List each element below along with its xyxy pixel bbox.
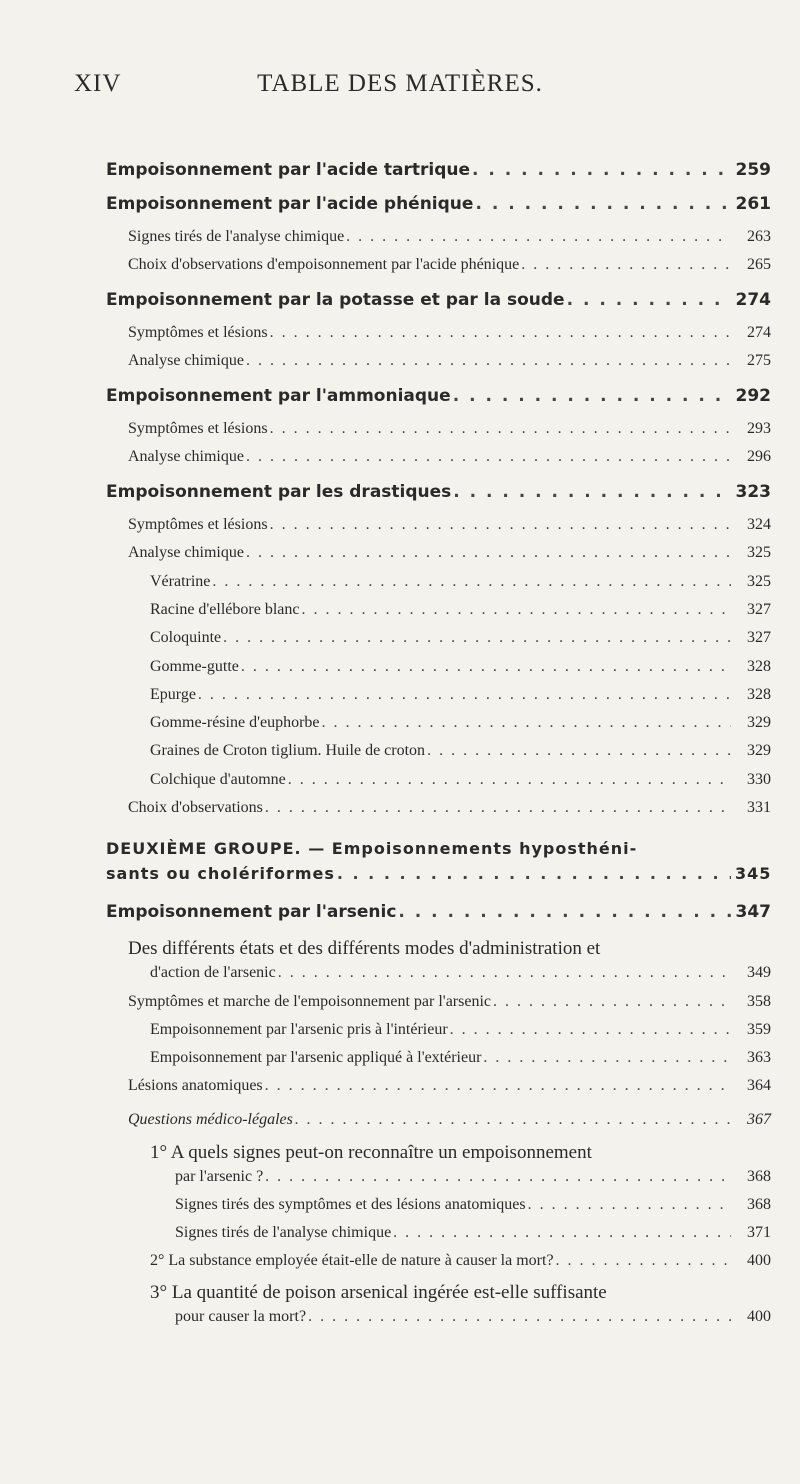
toc-entry-title: Symptômes et lésions [128, 324, 268, 341]
toc-entry-title-line1: DEUXIÈME GROUPE. — Empoisonnements hyposthéni- [106, 839, 638, 858]
toc-entry-title: Graines de Croton tiglium. Huile de croton [150, 742, 426, 759]
toc-entry-title: Analyse chimique [128, 352, 244, 369]
toc-entry-page: 263 [747, 228, 771, 245]
dot-leader [270, 324, 731, 342]
dot-leader [278, 964, 731, 982]
toc-entry-page: 292 [735, 386, 771, 406]
toc-entry-title: Signes tirés de l'analyse chimique [175, 1224, 392, 1241]
toc-entry-title: Gomme-résine d'euphorbe [150, 714, 320, 731]
toc-entry [150, 1252, 771, 1270]
toc-entry-page: 325 [747, 573, 771, 590]
toc-entry-page: 368 [747, 1168, 771, 1185]
dot-leader [198, 686, 731, 704]
dot-leader [346, 228, 731, 246]
toc-entry [128, 1077, 771, 1095]
toc-entry [128, 256, 771, 274]
toc-entry [150, 658, 771, 676]
toc-entry-page: 329 [747, 714, 771, 731]
dot-leader [475, 194, 731, 214]
toc-entry-page: 349 [747, 964, 771, 981]
toc-entry-title: pour causer la mort? [175, 1308, 307, 1325]
toc-entry-title: Symptômes et marche de l'empoisonnement par l'arsenic [128, 993, 491, 1010]
toc-entry-page: 364 [747, 1077, 771, 1094]
toc-entry [150, 964, 771, 982]
toc-entry [150, 742, 771, 760]
toc-entry [150, 629, 771, 647]
toc-entry-title: Choix d'observations [128, 799, 263, 816]
toc-entry [175, 1196, 771, 1214]
toc-entry-title: Empoisonnement par l'arsenic pris à l'intérieur [150, 1021, 448, 1038]
toc-entry-page: 274 [735, 290, 771, 310]
toc-entry-page: 265 [747, 256, 771, 273]
page-header [0, 70, 800, 110]
toc-entry-page: 325 [747, 544, 771, 561]
toc-entry-title: 2° La substance employée était-elle de nature à causer la mort? [150, 1252, 554, 1269]
toc-entry-title: Vératrine [150, 573, 211, 590]
toc-entry-page: 400 [747, 1252, 771, 1269]
toc-entry-page: 371 [747, 1224, 771, 1241]
toc-entry [150, 601, 771, 619]
toc-entry [106, 160, 771, 180]
toc-entry [175, 1224, 771, 1242]
toc-entry-page: 261 [735, 194, 771, 214]
toc-entry-page: 328 [747, 658, 771, 675]
toc-entry-title: Empoisonnement par l'acide tartrique [106, 160, 471, 180]
toc-entry [128, 544, 771, 562]
toc-entry-title-line1: 3° La quantité de poison arsenical ingérée est-elle suffisante [150, 1282, 607, 1303]
dot-leader [223, 629, 731, 647]
dot-leader [483, 1049, 731, 1067]
toc-entry [106, 386, 771, 406]
toc-entry-title: sants ou cholériformes [106, 864, 335, 883]
toc-entry-title: Empoisonnement par les drastiques [106, 482, 452, 502]
dot-leader [246, 448, 731, 466]
toc-entry-title-line1: Des différents états et des différents modes d'administration et [128, 938, 601, 959]
toc-entry-title: Empoisonnement par l'arsenic appliqué à l'extérieur [150, 1049, 482, 1066]
toc-entry-title: Symptômes et lésions [128, 516, 268, 533]
dot-leader [453, 386, 731, 406]
dot-leader [427, 742, 731, 760]
toc-entry [106, 194, 771, 214]
dot-leader [246, 352, 731, 370]
dot-leader [521, 256, 731, 274]
dot-leader [337, 864, 731, 883]
toc-entry-page: 331 [747, 799, 771, 816]
toc-entry [128, 799, 771, 817]
toc-entry [128, 1111, 771, 1129]
dot-leader [288, 771, 731, 789]
toc-entry-title: Empoisonnement par l'ammoniaque [106, 386, 451, 406]
toc-entry-title: Empoisonnement par la potasse et par la soude [106, 290, 565, 310]
toc-entry-title: Empoisonnement par l'arsenic [106, 902, 397, 922]
dot-leader [212, 573, 731, 591]
toc-entry-page: 328 [747, 686, 771, 703]
toc-entry-title: Analyse chimique [128, 448, 244, 465]
toc-entry [128, 228, 771, 246]
toc-entry-title: Empoisonnement par l'acide phénique [106, 194, 474, 214]
toc-entry-title: par l'arsenic ? [175, 1168, 264, 1185]
toc-entry-page: 293 [747, 420, 771, 437]
toc-entry [150, 1021, 771, 1039]
dot-leader [472, 160, 731, 180]
toc-entry-page: 400 [747, 1308, 771, 1325]
toc-entry-page: 329 [747, 742, 771, 759]
toc-entry [128, 448, 771, 466]
dot-leader [265, 799, 731, 817]
toc-entry-page: 363 [747, 1049, 771, 1066]
toc-entry-page: 296 [747, 448, 771, 465]
toc-entry-title: Epurge [150, 686, 196, 703]
toc-entry-page: 275 [747, 352, 771, 369]
toc-entry [106, 482, 771, 502]
toc-entry-page: 323 [735, 482, 771, 502]
toc-entry [106, 902, 771, 922]
toc-entry-title-line1: 1° A quels signes peut-on reconnaître un empoisonnement [150, 1142, 592, 1163]
toc-entry-title: Signes tirés des symptômes et des lésions anatomiques [175, 1196, 526, 1213]
toc-entry-page: 330 [747, 771, 771, 788]
toc-entry-page: 324 [747, 516, 771, 533]
toc-entry [150, 1049, 771, 1067]
toc-entry-page: 367 [747, 1111, 771, 1128]
dot-leader [270, 420, 731, 438]
toc-entry [150, 714, 771, 732]
toc-entry-title: Coloquinte [150, 629, 222, 646]
dot-leader [265, 1077, 731, 1095]
running-title: TABLE DES MATIÈRES. [257, 70, 543, 97]
toc-entry-page: 345 [735, 864, 772, 883]
dot-leader [493, 993, 731, 1011]
dot-leader [567, 290, 731, 310]
dot-leader [295, 1111, 731, 1129]
dot-leader [393, 1224, 731, 1242]
toc-entry-title: Lésions anatomiques [128, 1077, 263, 1094]
toc-entry-page: 259 [735, 160, 771, 180]
toc-entry-page: 327 [747, 601, 771, 618]
dot-leader [528, 1196, 731, 1214]
toc-entry [106, 864, 771, 883]
toc-entry-page: 368 [747, 1196, 771, 1213]
dot-leader [246, 544, 731, 562]
page-folio: XIV [74, 70, 122, 97]
toc-entry-title: Analyse chimique [128, 544, 244, 561]
toc-entry [150, 686, 771, 704]
toc-entry-title: Gomme-gutte [150, 658, 239, 675]
toc-entry [128, 516, 771, 534]
dot-leader [308, 1308, 731, 1326]
dot-leader [322, 714, 732, 732]
toc-entry-page: 359 [747, 1021, 771, 1038]
toc-entry [128, 352, 771, 370]
dot-leader [241, 658, 731, 676]
toc-entry-title: Choix d'observations d'empoisonnement par l'acide phénique [128, 256, 520, 273]
dot-leader [265, 1168, 731, 1186]
toc-entry [128, 420, 771, 438]
toc-entry-page: 327 [747, 629, 771, 646]
toc-entry [175, 1168, 771, 1186]
toc-entry [150, 771, 771, 789]
toc-entry-page: 358 [747, 993, 771, 1010]
dot-leader [270, 516, 731, 534]
dot-leader [398, 902, 731, 922]
toc-entry-page: 347 [735, 902, 771, 922]
toc-entry-title: Racine d'ellébore blanc [150, 601, 300, 618]
toc-entry-title: Colchique d'automne [150, 771, 286, 788]
dot-leader [556, 1252, 731, 1270]
toc-entry-title: d'action de l'arsenic [150, 964, 276, 981]
dot-leader [453, 482, 731, 502]
toc-entry-title: Signes tirés de l'analyse chimique [128, 228, 345, 245]
dot-leader [450, 1021, 731, 1039]
toc-entry [128, 324, 771, 342]
dot-leader [301, 601, 731, 619]
toc-entry [128, 993, 771, 1011]
toc-entry-title: Questions médico-légales [128, 1111, 293, 1128]
toc-entry [175, 1308, 771, 1326]
toc-entry-page: 274 [747, 324, 771, 341]
toc-entry-title: Symptômes et lésions [128, 420, 268, 437]
toc-entry [150, 573, 771, 591]
toc-entry [106, 290, 771, 310]
